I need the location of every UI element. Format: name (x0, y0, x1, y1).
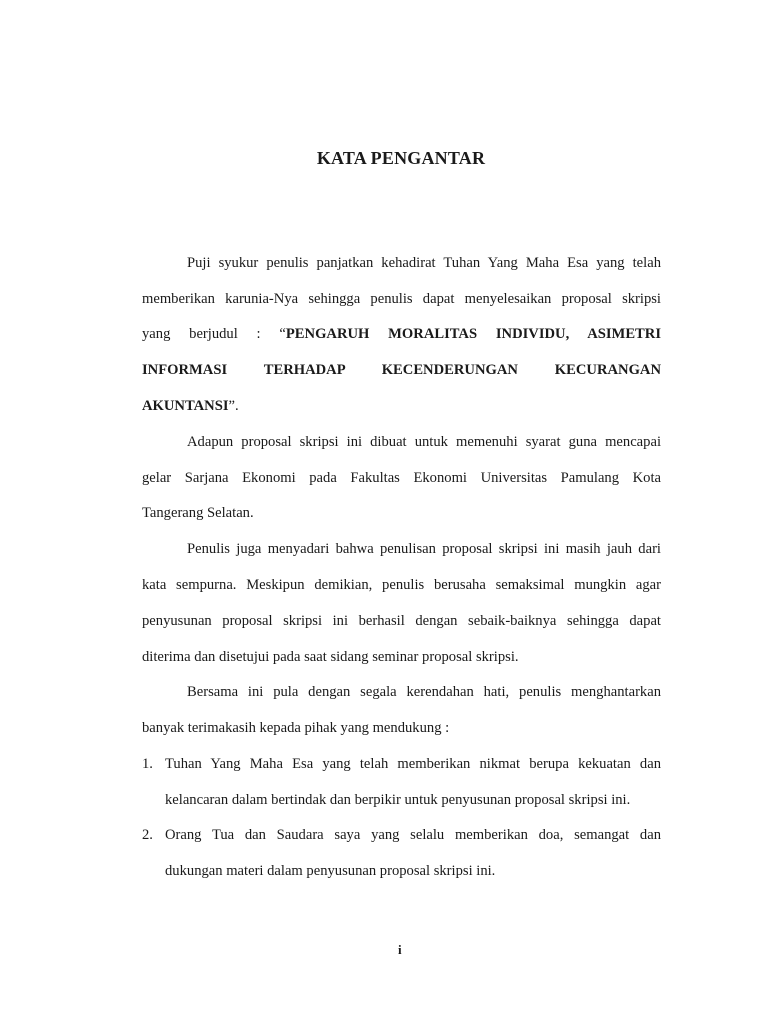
paragraph-3-line-2: kata sempurna. Meskipun demikian, penulis berusaha semaksimal mungkin agar (142, 577, 661, 593)
page-title: KATA PENGANTAR (316, 148, 486, 168)
paragraph-1-line-5 (142, 396, 661, 416)
paragraph-2-line-3: Tangerang Selatan. (142, 505, 254, 521)
list-item-1-number: 1. (142, 756, 153, 772)
thesis-title-part-3: AKUNTANSI (142, 398, 229, 414)
paragraph-1-line-3 (142, 324, 661, 344)
paragraph-3-line-1: Penulis juga menyadari bahwa penulisan proposal skripsi ini masih jauh dari (187, 541, 661, 557)
list-item-1-line-2: kelancaran dalam bertindak dan berpikir untuk penyusunan proposal skripsi ini. (165, 792, 631, 808)
list-item-2-line-1: Orang Tua dan Saudara saya yang selalu memberikan doa, semangat dan (165, 827, 661, 843)
paragraph-1-line-3-text: yang berjudul : “ (142, 326, 286, 342)
paragraph-1-line-2: memberikan karunia-Nya sehingga penulis dapat menyelesaikan proposal skripsi (142, 291, 661, 307)
paragraph-3-line-3: penyusunan proposal skripsi ini berhasil dengan sebaik-baiknya sehingga dapat (142, 613, 661, 629)
paragraph-4-line-2: banyak terimakasih kepada pihak yang mendukung : (142, 720, 450, 736)
thesis-title-part-1: PENGARUH MORALITAS INDIVIDU, ASIMETRI (285, 326, 662, 342)
paragraph-2-line-2: gelar Sarjana Ekonomi pada Fakultas Ekonomi Universitas Pamulang Kota (142, 470, 661, 486)
list-item-2-line-2: dukungan materi dalam penyusunan proposal skripsi ini. (165, 863, 496, 879)
list-item-1-line-1: Tuhan Yang Maha Esa yang telah memberikan nikmat berupa kekuatan dan (165, 756, 661, 772)
paragraph-1-line-5-tail: ”. (228, 398, 239, 414)
thesis-title-part-2: INFORMASI TERHADAP KECENDERUNGAN KECURANGAN (142, 362, 661, 378)
paragraph-4-line-1: Bersama ini pula dengan segala kerendahan hati, penulis menghantarkan (187, 684, 661, 700)
page-number: i (398, 942, 402, 957)
paragraph-2-line-1: Adapun proposal skripsi ini dibuat untuk memenuhi syarat guna mencapai (187, 434, 661, 450)
list-item-2-number: 2. (142, 827, 153, 843)
paragraph-1-line-1: Puji syukur penulis panjatkan kehadirat Tuhan Yang Maha Esa yang telah (187, 255, 661, 271)
paragraph-1-line-4 (142, 360, 661, 380)
paragraph-3-line-4: diterima dan disetujui pada saat sidang seminar proposal skripsi. (142, 649, 519, 665)
